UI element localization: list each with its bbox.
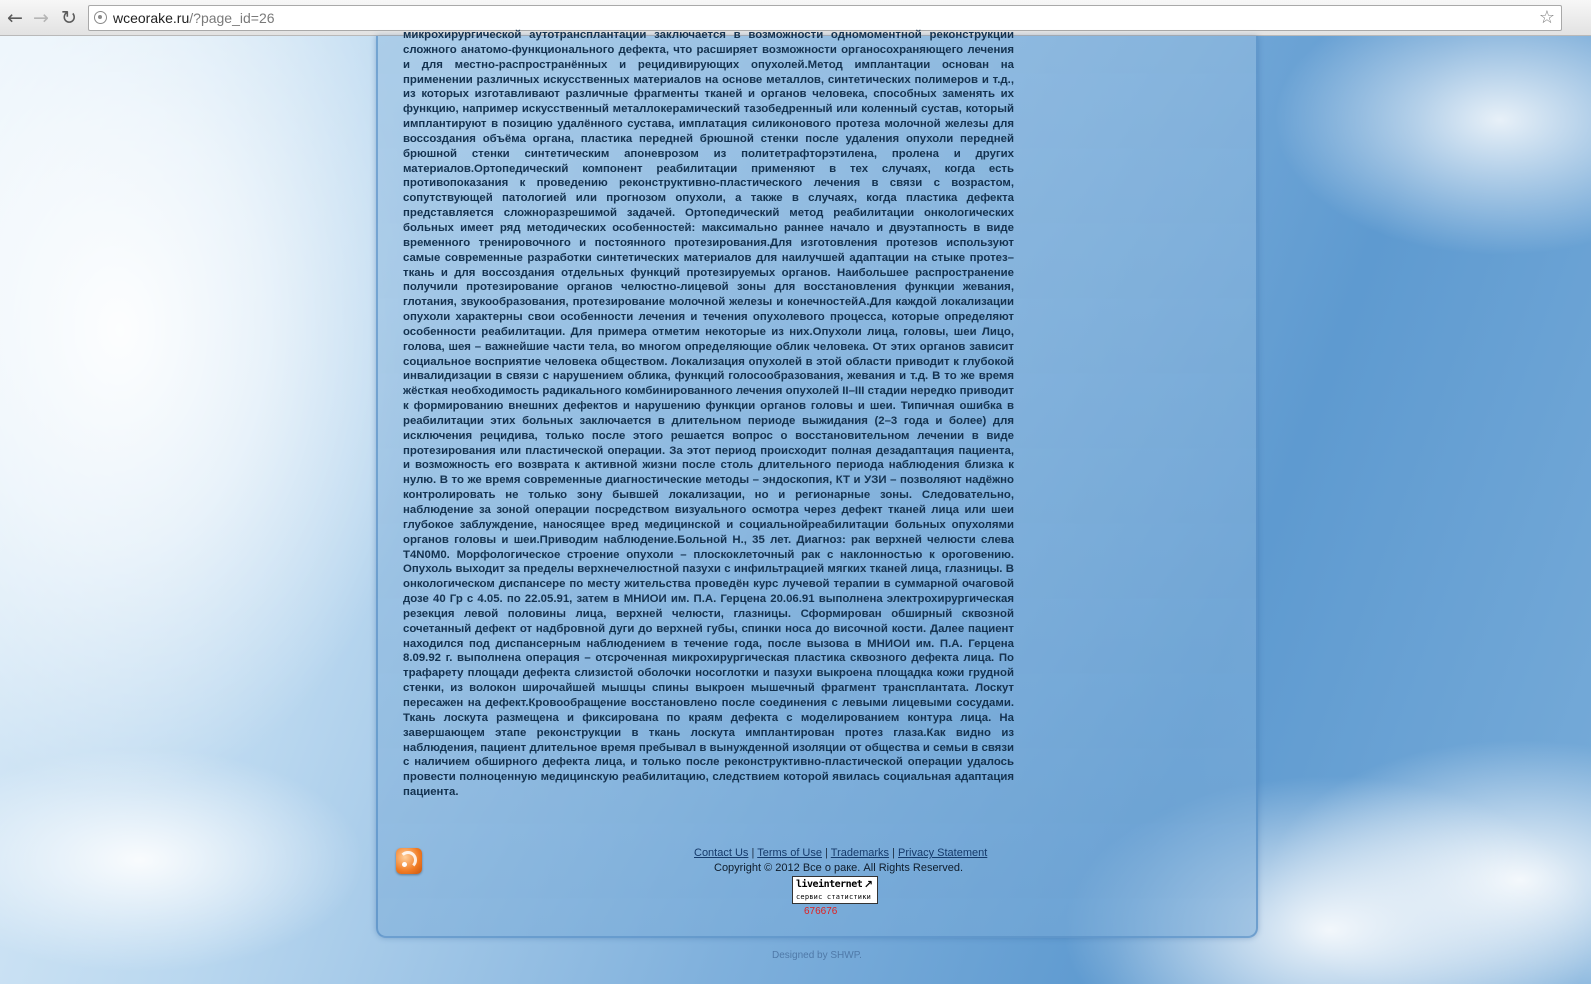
page-info-icon[interactable]: [94, 11, 107, 24]
designed-by-credit[interactable]: Designed by SHWP.: [772, 950, 862, 961]
separator: |: [889, 847, 899, 859]
separator: |: [822, 847, 831, 859]
footer-links: [694, 847, 988, 859]
footer-link-trademarks[interactable]: Trademarks: [830, 847, 890, 859]
footer-link-contact-us[interactable]: Contact Us: [694, 847, 749, 859]
separator: |: [748, 847, 758, 859]
badge-subtitle: сервис статистики: [796, 893, 872, 901]
liveinternet-badge[interactable]: [792, 876, 878, 904]
bookmark-star-icon[interactable]: ☆: [1538, 7, 1555, 28]
footer-link-privacy-statement[interactable]: Privacy Statement: [898, 847, 988, 859]
external-arrow-icon: ↗: [863, 878, 873, 891]
footer-link-terms-of-use[interactable]: Terms of Use: [757, 847, 822, 859]
visit-counter: 676676: [804, 906, 838, 917]
rss-feed-icon[interactable]: [396, 848, 422, 874]
forward-arrow-icon[interactable]: →: [33, 7, 49, 29]
url-text[interactable]: [113, 10, 275, 26]
reload-icon[interactable]: ↻: [61, 7, 77, 29]
article-body: микрохирургической аутотрансплантации заключается в возможности одномоментной реконструкции сложного анатомо-функционального дефекта, что расширяет возможности органосохраняющего лечения и для местно-распространённых и рецидивирующих опухолей.Метод имплантации основан на применении различных искусственных материалов на основе металлов, синтетических полимеров и т.д., из которых изготавливают различные фрагменты тканей и органов человека, способных заменять их функцию, например искусственный металлокерамический тазобедренный или коленный сустав, который имплантируют в позицию удалённого сустава, имплатация силиконового протеза молочной железы для воссоздания объёма органа, пластика передней брюшной стенки после удаления опухоли передней брюшной стенки синтетическим апоневрозом из политетрафторэтилена, пролена и других материалов.Ортопедический компонент реабилитации применяют в тех случаях, когда есть противопоказания к проведению реконструктивно-пластического лечения в связи с возрастом, сопутствующей патологией или прогнозом опухоли, а также в случаях, когда пластика дефекта представляется сложноразрешимой задачей. Ортопедический метод реабилитации онкологических больных имеет ряд методических особенностей: максимально раннее начало и двуэтапность в виде временного тренировочного и постоянного протезирования.Для изготовления протезов используют самые современные разработки синтетических материалов для наилучшей адаптации на стыке протез–ткань и для воссоздания отдельных функций протезируемых органов. Наибольшее распространение получили протезирование органов челюстно-лицевой зоны для восстановления функции жевания, глотания, звукообразования, протезирование молочной железы и конечностейA.Для каждой локализации опухоли характерны свои особенности лечения и течения опухолевого процесса, которые определяют особенности реабилитации. Для примера отметим некоторые из них.Опухоли лица, головы, шеи Лицо, голова, шея – важнейшие части тела, во многом определяющие облик человека. От этих органов зависит социальное восприятие человека обществом. Локализация опухолей в этой области приводит к глубокой инвалидизации в связи с нарушением облика, функций голосообразования, жевания и т.д. В то же время жёсткая необходимость радикального комбинированного лечения опухолей II–III стадии нередко приводит к формированию внешних дефектов и нарушению функции органов головы и шеи. Типичная ошибка в реабилитации этих больных заключается в длительном периоде выжидания (2–3 года и более) для исключения рецидива, только после этого решается вопрос о восстановительном лечении в виде протезирования или пластической операции. За этот период происходит полная дезадаптация пациента, и возможность его возврата к активной жизни после столь длительного периода наблюдения близка к нулю. В то же время современные диагностические методы – эндоскопия, КТ и УЗИ – позволяют надёжно контролировать не только зону бывшей локализации, но и регионарные зоны. Следовательно, наблюдение за зоной операции посредством визуального осмотра через дефект тканей лица или шеи глубокое заблуждение, наносящее вред медицинской и социальнойреабилитации больных опухолями органов головы и шеи.Приводим наблюдение.Больной Н., 35 лет. Диагноз: рак верхней челюсти слева T4N0M0. Морфологическое строение опухоли – плоскоклеточный рак с наклонностью к ороговению. Опухоль выходит за пределы верхнечелюстной пазухи с инфильтрацией мягких тканей лица, глазницы. В онкологическом диспансере по месту жительства проведён курс лучевой терапии в суммарной очаговой дозе 40 Гр с 4.05. по 22.05.91, затем в МНИОИ им. П.А. Герцена 20.06.91 выполнена электрохирургическая резекция левой половины лица, верхней челюсти, глазницы. Сформирован обширный сквозной сочетанный дефект от надбровной дуги до верхней губы, спинки носа до височной кости. Далее пациент находился под диспансерным наблюдением в течение года, после вызова в МНИОИ им. П.А. Герцена 8.09.92 г. выполнена операция – отсроченная микрохирургическая пластика сквозного дефекта лица. По трафарету площади дефекта слизистой оболочки носоглотки и пазухи выкроена площадка кожи грудной стенки, из волокон широчайшей мышцы спины выкроен мышечный фрагмент трансплантата. Лоскут пересажен на дефект.Кровообращение восстановлено после соединения с левыми лицевыми сосудами. Ткань лоскута размещена и фиксирована по краям дефекта с моделированием контура лица. На завершающем этапе реконструкции в ткань лоскута имплантирован протез глаза.Как видно из наблюдения, пациент длительное время пребывал в вынужденной изоляции от общества и семьи в связи с наличием обширного дефекта лица, и только после реконструктивно-пластической операции удалось провести полноценную медицинскую реабилитацию, следствием которой явилась социальная адаптация пациента.: [403, 29, 1014, 799]
url-path: /?page_id=26: [189, 10, 275, 26]
badge-title: liveinternet: [796, 879, 863, 890]
back-arrow-icon[interactable]: ←: [7, 7, 23, 29]
copyright-text: Copyright © 2012 Все о раке. All Rights Reserved.: [714, 862, 964, 874]
url-host: wceorake.ru: [113, 10, 190, 26]
